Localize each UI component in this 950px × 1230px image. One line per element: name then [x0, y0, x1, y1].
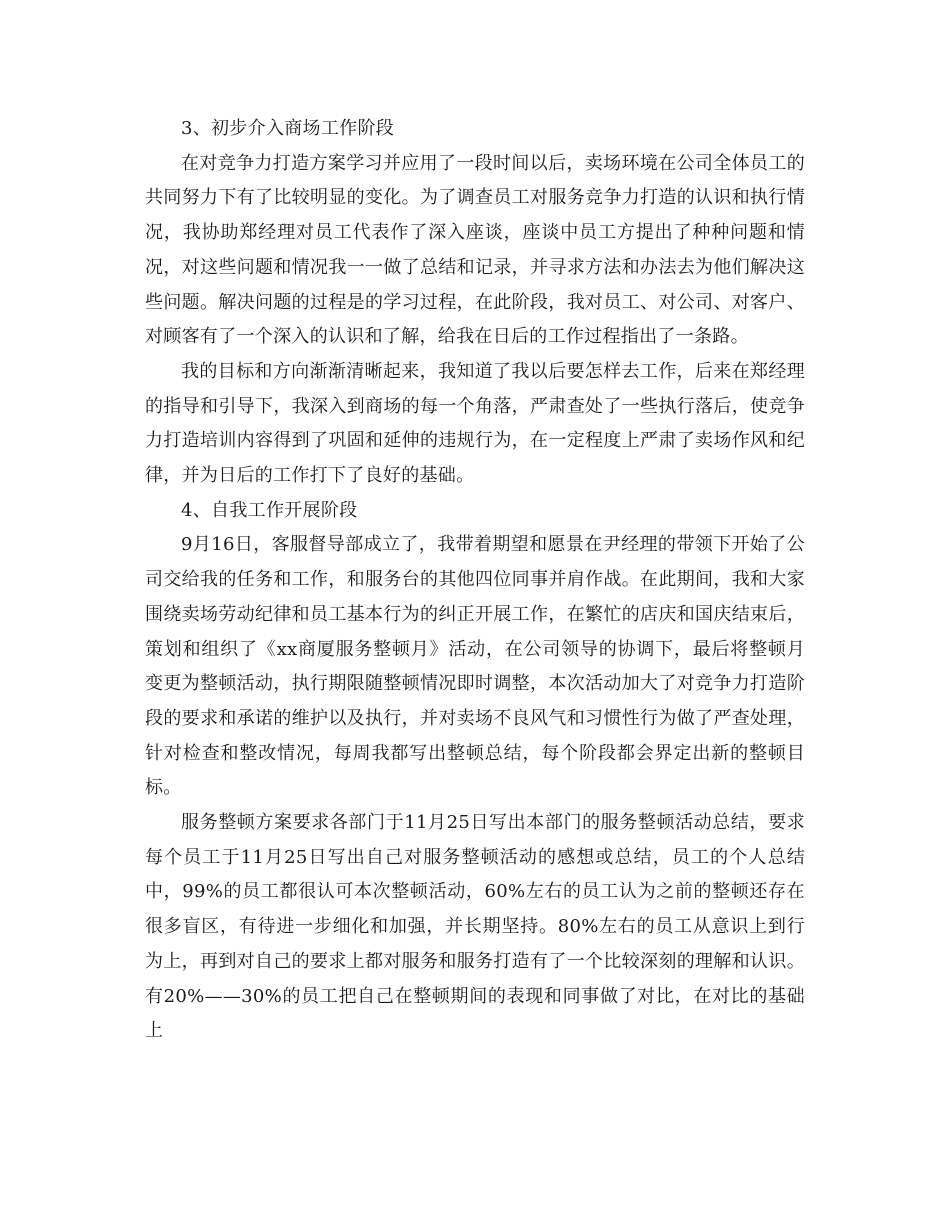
section-heading-4: 4、自我工作开展阶段 [181, 499, 358, 521]
paragraph-stage3-goals: 我的目标和方向渐渐清晰起来，我知道了我以后要怎样去工作，后来在郑经理的指导和引导下，我深入到商场的每一个角落，严肃查处了一些执行落后，使竞争力打造培训内容得到了巩固和延伸的违规行为，在一定程度上严肃了卖场作风和纪律，并为日后的工作打下了良好的基础。 [145, 360, 805, 487]
paragraph-stage4-summary: 服务整顿方案要求各部门于11月25日写出本部门的服务整顿活动总结，要求每个员工于11月25日写出自己对服务整顿活动的感想或总结，员工的个人总结中，99%的员工都很认可本次整顿活动，60%左右的员工认为之前的整顿还存在很多盲区，有待进一步细化和加强，并长期坚持。80%左右的员工从意识上到行为上，再到对自己的要求上都对服务和服务打造有了一个比较深刻的理解和认识。有20%——30%的员工把自己在整顿期间的表现和同事做了对比，在对比的基础上 [145, 812, 805, 1042]
paragraph-stage4-intro: 9月16日，客服督导部成立了，我带着期望和愿景在尹经理的带领下开始了公司交给我的任务和工作，和服务台的其他四位同事并肩作战。在此期间，我和大家围绕卖场劳动纪律和员工基本行为的纠正开展工作，在繁忙的店庆和国庆结束后，策划和组织了《xx商厦服务整顿月》活动，在公司领导的协调下，最后将整顿月变更为整顿活动，执行期限随整顿情况即时调整，本次活动加大了对竞争力打造阶段的要求和承诺的维护以及执行，并对卖场不良风气和习惯性行为做了严查处理，针对检查和整改情况，每周我都写出整顿总结，每个阶段都会界定出新的整顿目标。 [145, 534, 805, 799]
paragraph-stage3-intro: 在对竞争力打造方案学习并应用了一段时间以后，卖场环境在公司全体员工的共同努力下有了比较明显的变化。为了调查员工对服务竞争力打造的认识和执行情况，我协助郑经理对员工代表作了深入座谈，座谈中员工方提出了种种问题和情况，对这些问题和情况我一一做了总结和记录，并寻求方法和办法去为他们解决这些问题。解决问题的过程是的学习过程，在此阶段，我对员工、对公司、对客户、对顾客有了一个深入的认识和了解，给我在日后的工作过程指出了一条路。 [145, 152, 805, 348]
section-heading-3: 3、初步介入商场工作阶段 [181, 118, 395, 139]
document-page [145, 112, 805, 1049]
